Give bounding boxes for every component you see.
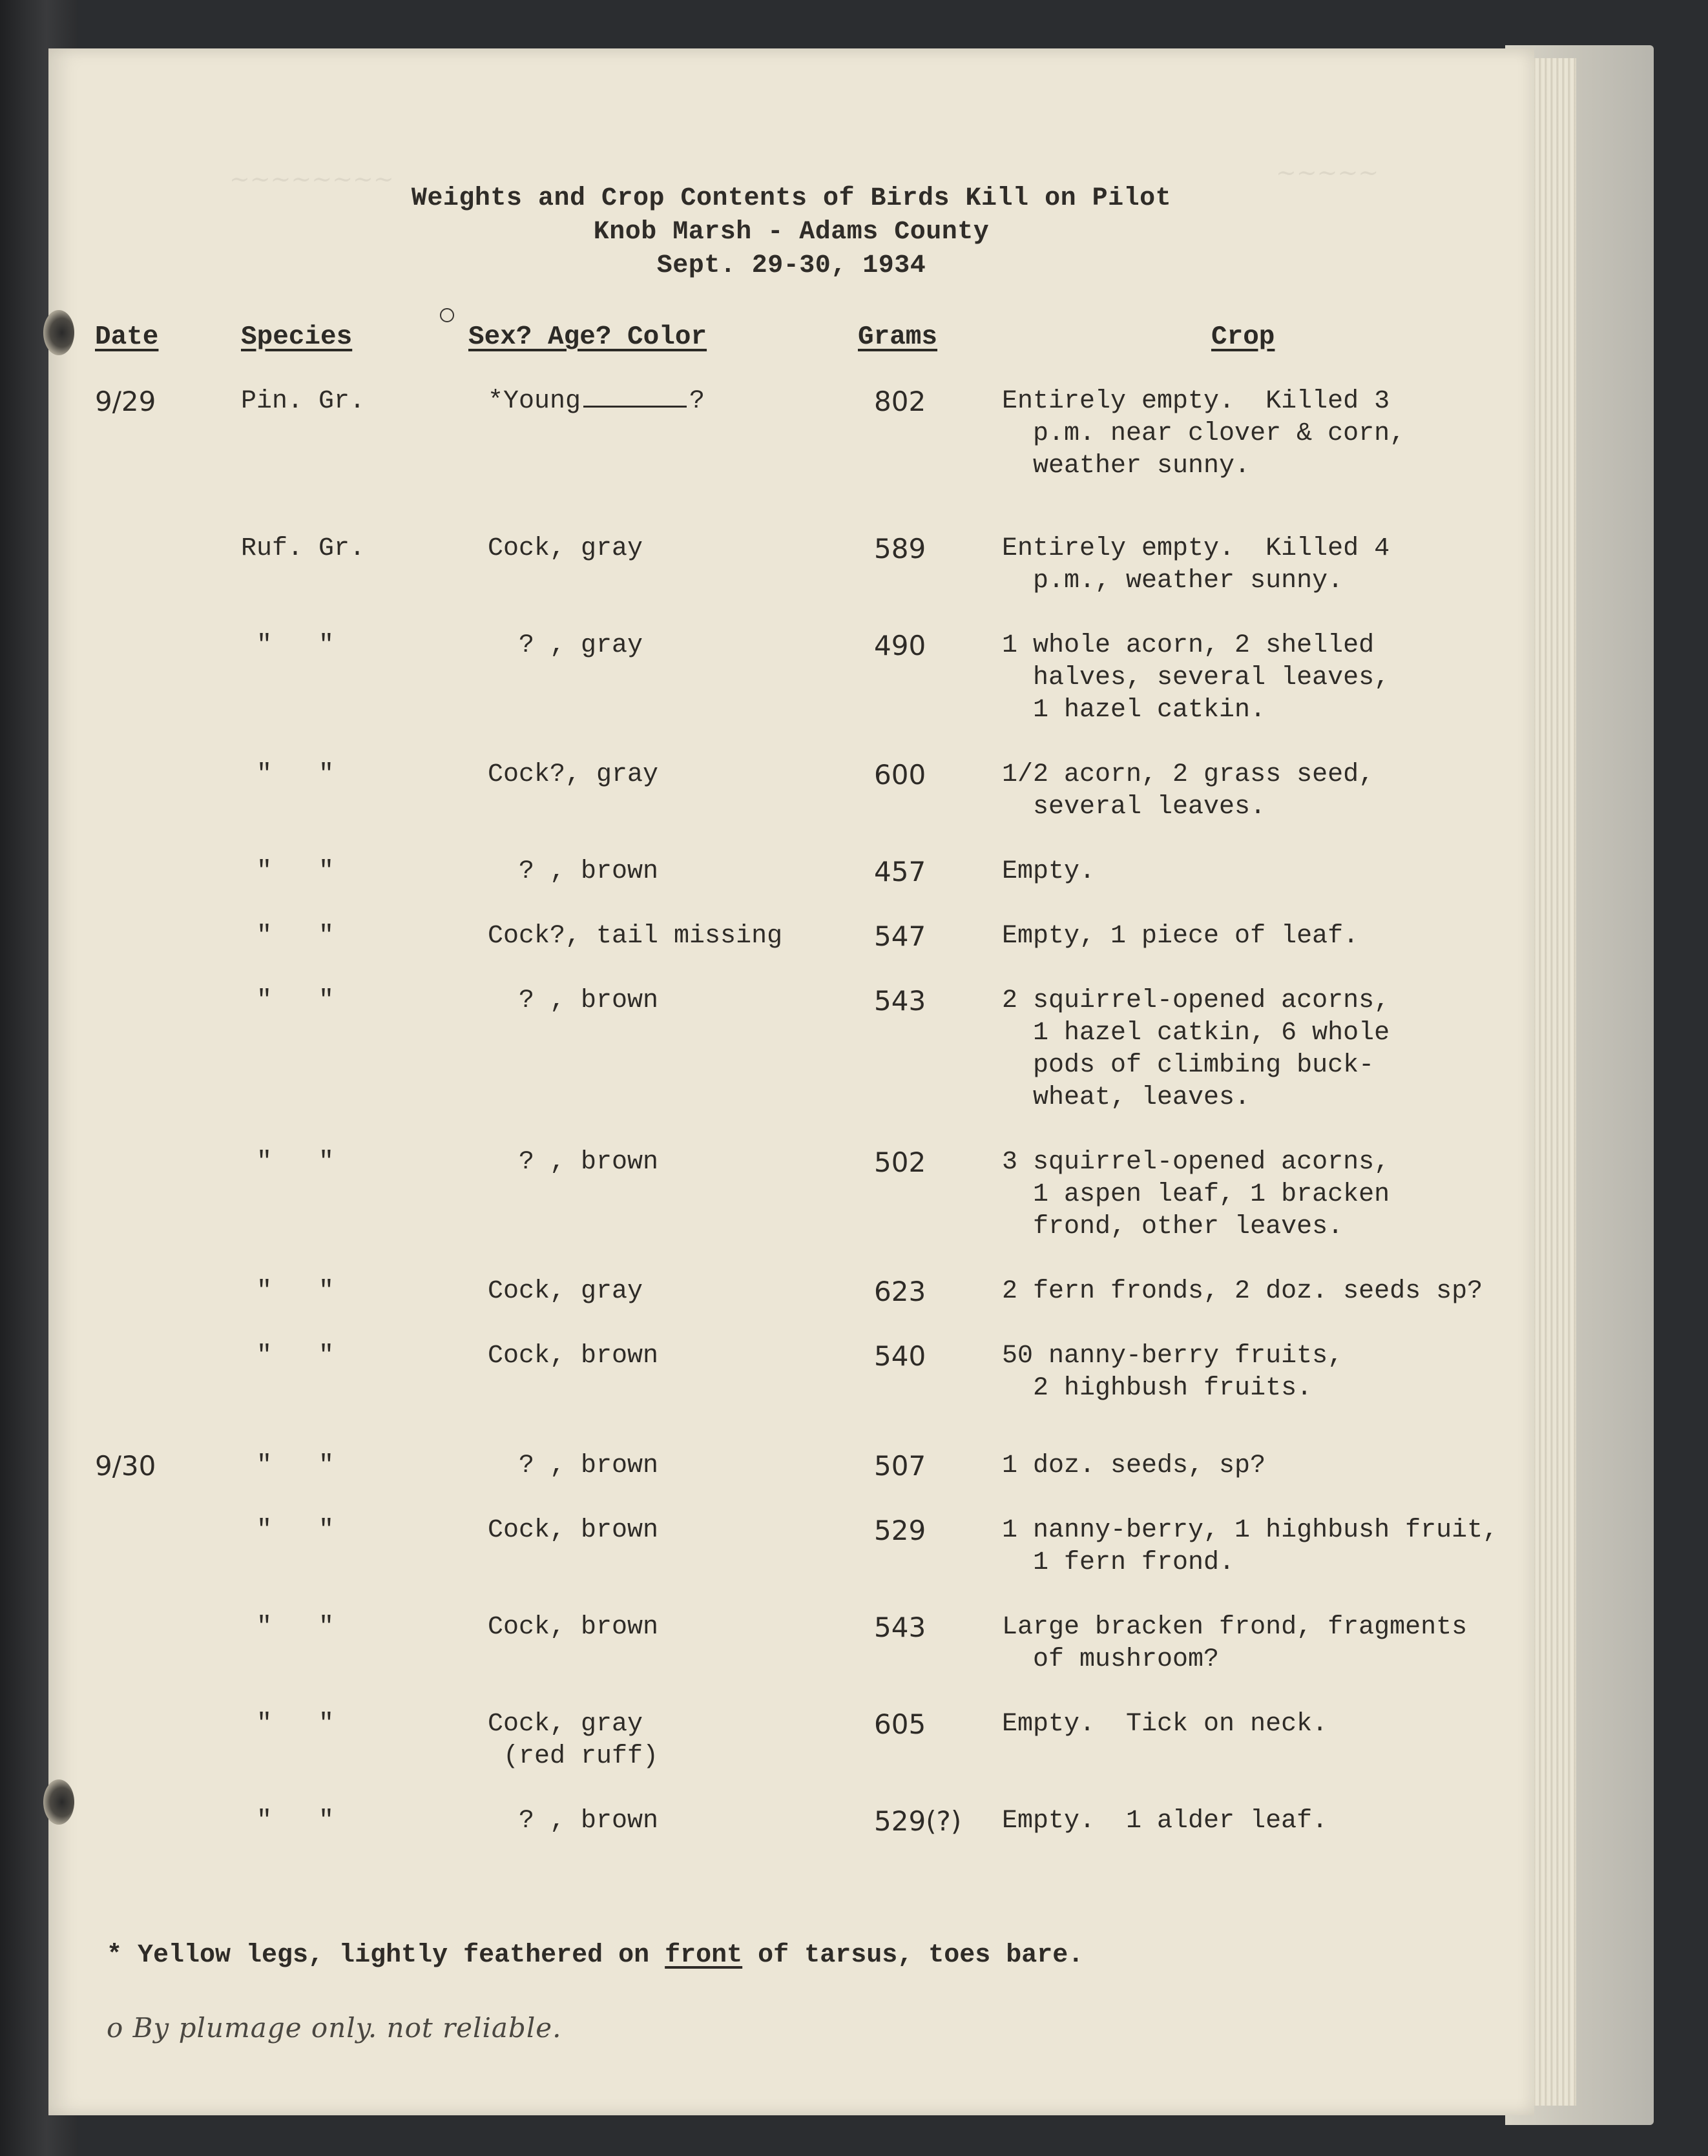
row-species: " ": [241, 857, 335, 886]
document-page: [48, 48, 1534, 2115]
row-grams: 600: [874, 759, 926, 791]
row-crop: [1002, 1708, 1328, 1741]
binder-hole-top: [43, 310, 74, 355]
row-crop: [1002, 920, 1359, 953]
row-crop: [1002, 1276, 1483, 1308]
row-species: " ": [241, 1451, 335, 1480]
footnote-text-post: of tarsus, toes bare.: [742, 1941, 1084, 1970]
row-crop: [1002, 630, 1390, 727]
crop-line: wheat, leaves.: [1002, 1083, 1251, 1112]
row-sex-age-color: ? , brown: [488, 857, 659, 886]
bleed-through-text: ~~~~~: [1276, 158, 1379, 187]
crop-line: 1 fern frond.: [1002, 1548, 1235, 1577]
row-date: 9/29: [95, 386, 156, 417]
footnote-asterisk: [107, 1941, 1083, 1970]
crop-line: Large bracken frond, fragments: [1002, 1613, 1468, 1642]
row-sex-age-color: Cock?, tail missing: [488, 922, 783, 951]
row-grams: 802: [874, 386, 926, 417]
row-sex-age-color: Cock, brown: [488, 1613, 659, 1642]
row-sex-suffix: ?: [689, 387, 705, 416]
crop-line: Empty, 1 piece of leaf.: [1002, 922, 1359, 951]
row-crop: [1002, 1805, 1328, 1838]
row-crop: [1002, 1612, 1467, 1676]
row-crop: [1002, 759, 1374, 824]
row-species: " ": [241, 922, 335, 951]
crop-line: 1 doz. seeds, sp?: [1002, 1451, 1266, 1480]
row-grams: 457: [874, 856, 926, 887]
row-grams: 605: [874, 1708, 926, 1740]
crop-line: 1 whole acorn, 2 shelled: [1002, 631, 1375, 660]
row-sex-prefix: *Young: [488, 387, 581, 416]
row-grams: 529(?): [874, 1805, 962, 1837]
row-crop: [1002, 1450, 1265, 1482]
footnote-text-pre: * Yellow legs, lightly feathered on: [107, 1941, 665, 1970]
row-sex-age-color: ? , brown: [488, 1148, 659, 1177]
doc-title-line-3: Sept. 29-30, 1934: [656, 251, 926, 280]
crop-line: 3 squirrel-opened acorns,: [1002, 1148, 1390, 1177]
row-sex-age-color: ? , brown: [488, 1451, 659, 1480]
crop-line: Entirely empty. Killed 3: [1002, 387, 1390, 416]
row-grams: 547: [874, 920, 926, 952]
bleed-through-text: ~~~~~~~~: [229, 165, 394, 193]
doc-title-line-1: Weights and Crop Contents of Birds Kill on Pilot: [411, 184, 1172, 213]
crop-line: frond, other leaves.: [1002, 1212, 1344, 1241]
row-grams: 543: [874, 985, 926, 1017]
crop-line: p.m. near clover & corn,: [1002, 419, 1406, 448]
row-species: " ": [241, 1807, 335, 1836]
row-species: " ": [241, 1710, 335, 1739]
row-sex-age-color: Cock, gray (red ruff): [488, 1710, 659, 1771]
crop-line: 1 hazel catkin.: [1002, 696, 1266, 725]
row-grams: 543: [874, 1612, 926, 1643]
crop-line: Empty. 1 alder leaf.: [1002, 1807, 1328, 1836]
crop-line: halves, several leaves,: [1002, 663, 1390, 692]
binder-hole-bottom: [43, 1779, 74, 1825]
row-crop: [1002, 533, 1390, 597]
crop-line: pods of climbing buck-: [1002, 1051, 1375, 1080]
row-species: " ": [241, 760, 335, 789]
crop-line: of mushroom?: [1002, 1645, 1220, 1674]
row-grams: 529: [874, 1515, 926, 1546]
row-sex-age-color: Cock, gray: [488, 1277, 643, 1306]
row-species: Ruf. Gr.: [241, 534, 366, 563]
row-species: " ": [241, 1342, 335, 1371]
row-grams: 540: [874, 1340, 926, 1372]
row-species: " ": [241, 1516, 335, 1545]
crop-line: 2 highbush fruits.: [1002, 1374, 1313, 1403]
crop-line: 1 hazel catkin, 6 whole: [1002, 1019, 1390, 1048]
row-crop: [1002, 386, 1405, 482]
row-sex-age-color: ? , brown: [488, 1807, 659, 1836]
header-crop: Crop: [1211, 322, 1275, 352]
row-grams: 589: [874, 533, 926, 565]
circle-footnote-mark: [440, 308, 454, 322]
row-species: " ": [241, 1613, 335, 1642]
row-grams: 490: [874, 630, 926, 661]
crop-line: Empty. Tick on neck.: [1002, 1710, 1328, 1739]
row-sex-age-color: Cock, gray: [488, 534, 643, 563]
row-species: Pin. Gr.: [241, 387, 366, 416]
crop-line: Empty.: [1002, 857, 1096, 886]
handwritten-footnote: o By plumage only. not reliable.: [107, 2012, 562, 2044]
row-species: " ": [241, 986, 335, 1015]
row-grams: 507: [874, 1450, 926, 1482]
doc-title-line-2: Knob Marsh - Adams County: [593, 218, 990, 247]
crop-line: 1/2 acorn, 2 grass seed,: [1002, 760, 1375, 789]
row-crop: [1002, 1515, 1498, 1579]
row-species: " ": [241, 1148, 335, 1177]
crop-line: p.m., weather sunny.: [1002, 566, 1344, 596]
row-sex-age-color: ? , brown: [488, 986, 659, 1015]
row-date: 9/30: [95, 1450, 156, 1482]
row-sex-age-color: Cock?, gray: [488, 760, 659, 789]
header-grams: Grams: [858, 322, 938, 352]
row-sex-age-color: Cock, brown: [488, 1342, 659, 1371]
row-species: " ": [241, 1277, 335, 1306]
crop-line: 50 nanny-berry fruits,: [1002, 1342, 1344, 1371]
row-sex-age-color: [488, 386, 705, 418]
row-species: " ": [241, 631, 335, 660]
crop-line: 1 aspen leaf, 1 bracken: [1002, 1180, 1390, 1209]
header-sex-age-color: Sex? Age? Color: [468, 322, 707, 352]
crop-line: 2 fern fronds, 2 doz. seeds sp?: [1002, 1277, 1483, 1306]
row-crop: [1002, 856, 1095, 888]
crop-line: 1 nanny-berry, 1 highbush fruit,: [1002, 1516, 1499, 1545]
crop-line: 2 squirrel-opened acorns,: [1002, 986, 1390, 1015]
header-date: Date: [95, 322, 159, 352]
crop-line: weather sunny.: [1002, 451, 1251, 481]
blank-underline: [583, 386, 687, 408]
crop-line: several leaves.: [1002, 793, 1266, 822]
row-grams: 623: [874, 1276, 926, 1307]
row-sex-age-color: ? , gray: [488, 631, 643, 660]
row-crop: [1002, 1146, 1390, 1243]
row-sex-age-color: Cock, brown: [488, 1516, 659, 1545]
row-grams: 502: [874, 1146, 926, 1178]
footnote-text-underlined: front: [665, 1941, 743, 1970]
row-crop: [1002, 985, 1390, 1114]
header-species: Species: [241, 322, 353, 352]
crop-line: Entirely empty. Killed 4: [1002, 534, 1390, 563]
row-crop: [1002, 1340, 1343, 1405]
